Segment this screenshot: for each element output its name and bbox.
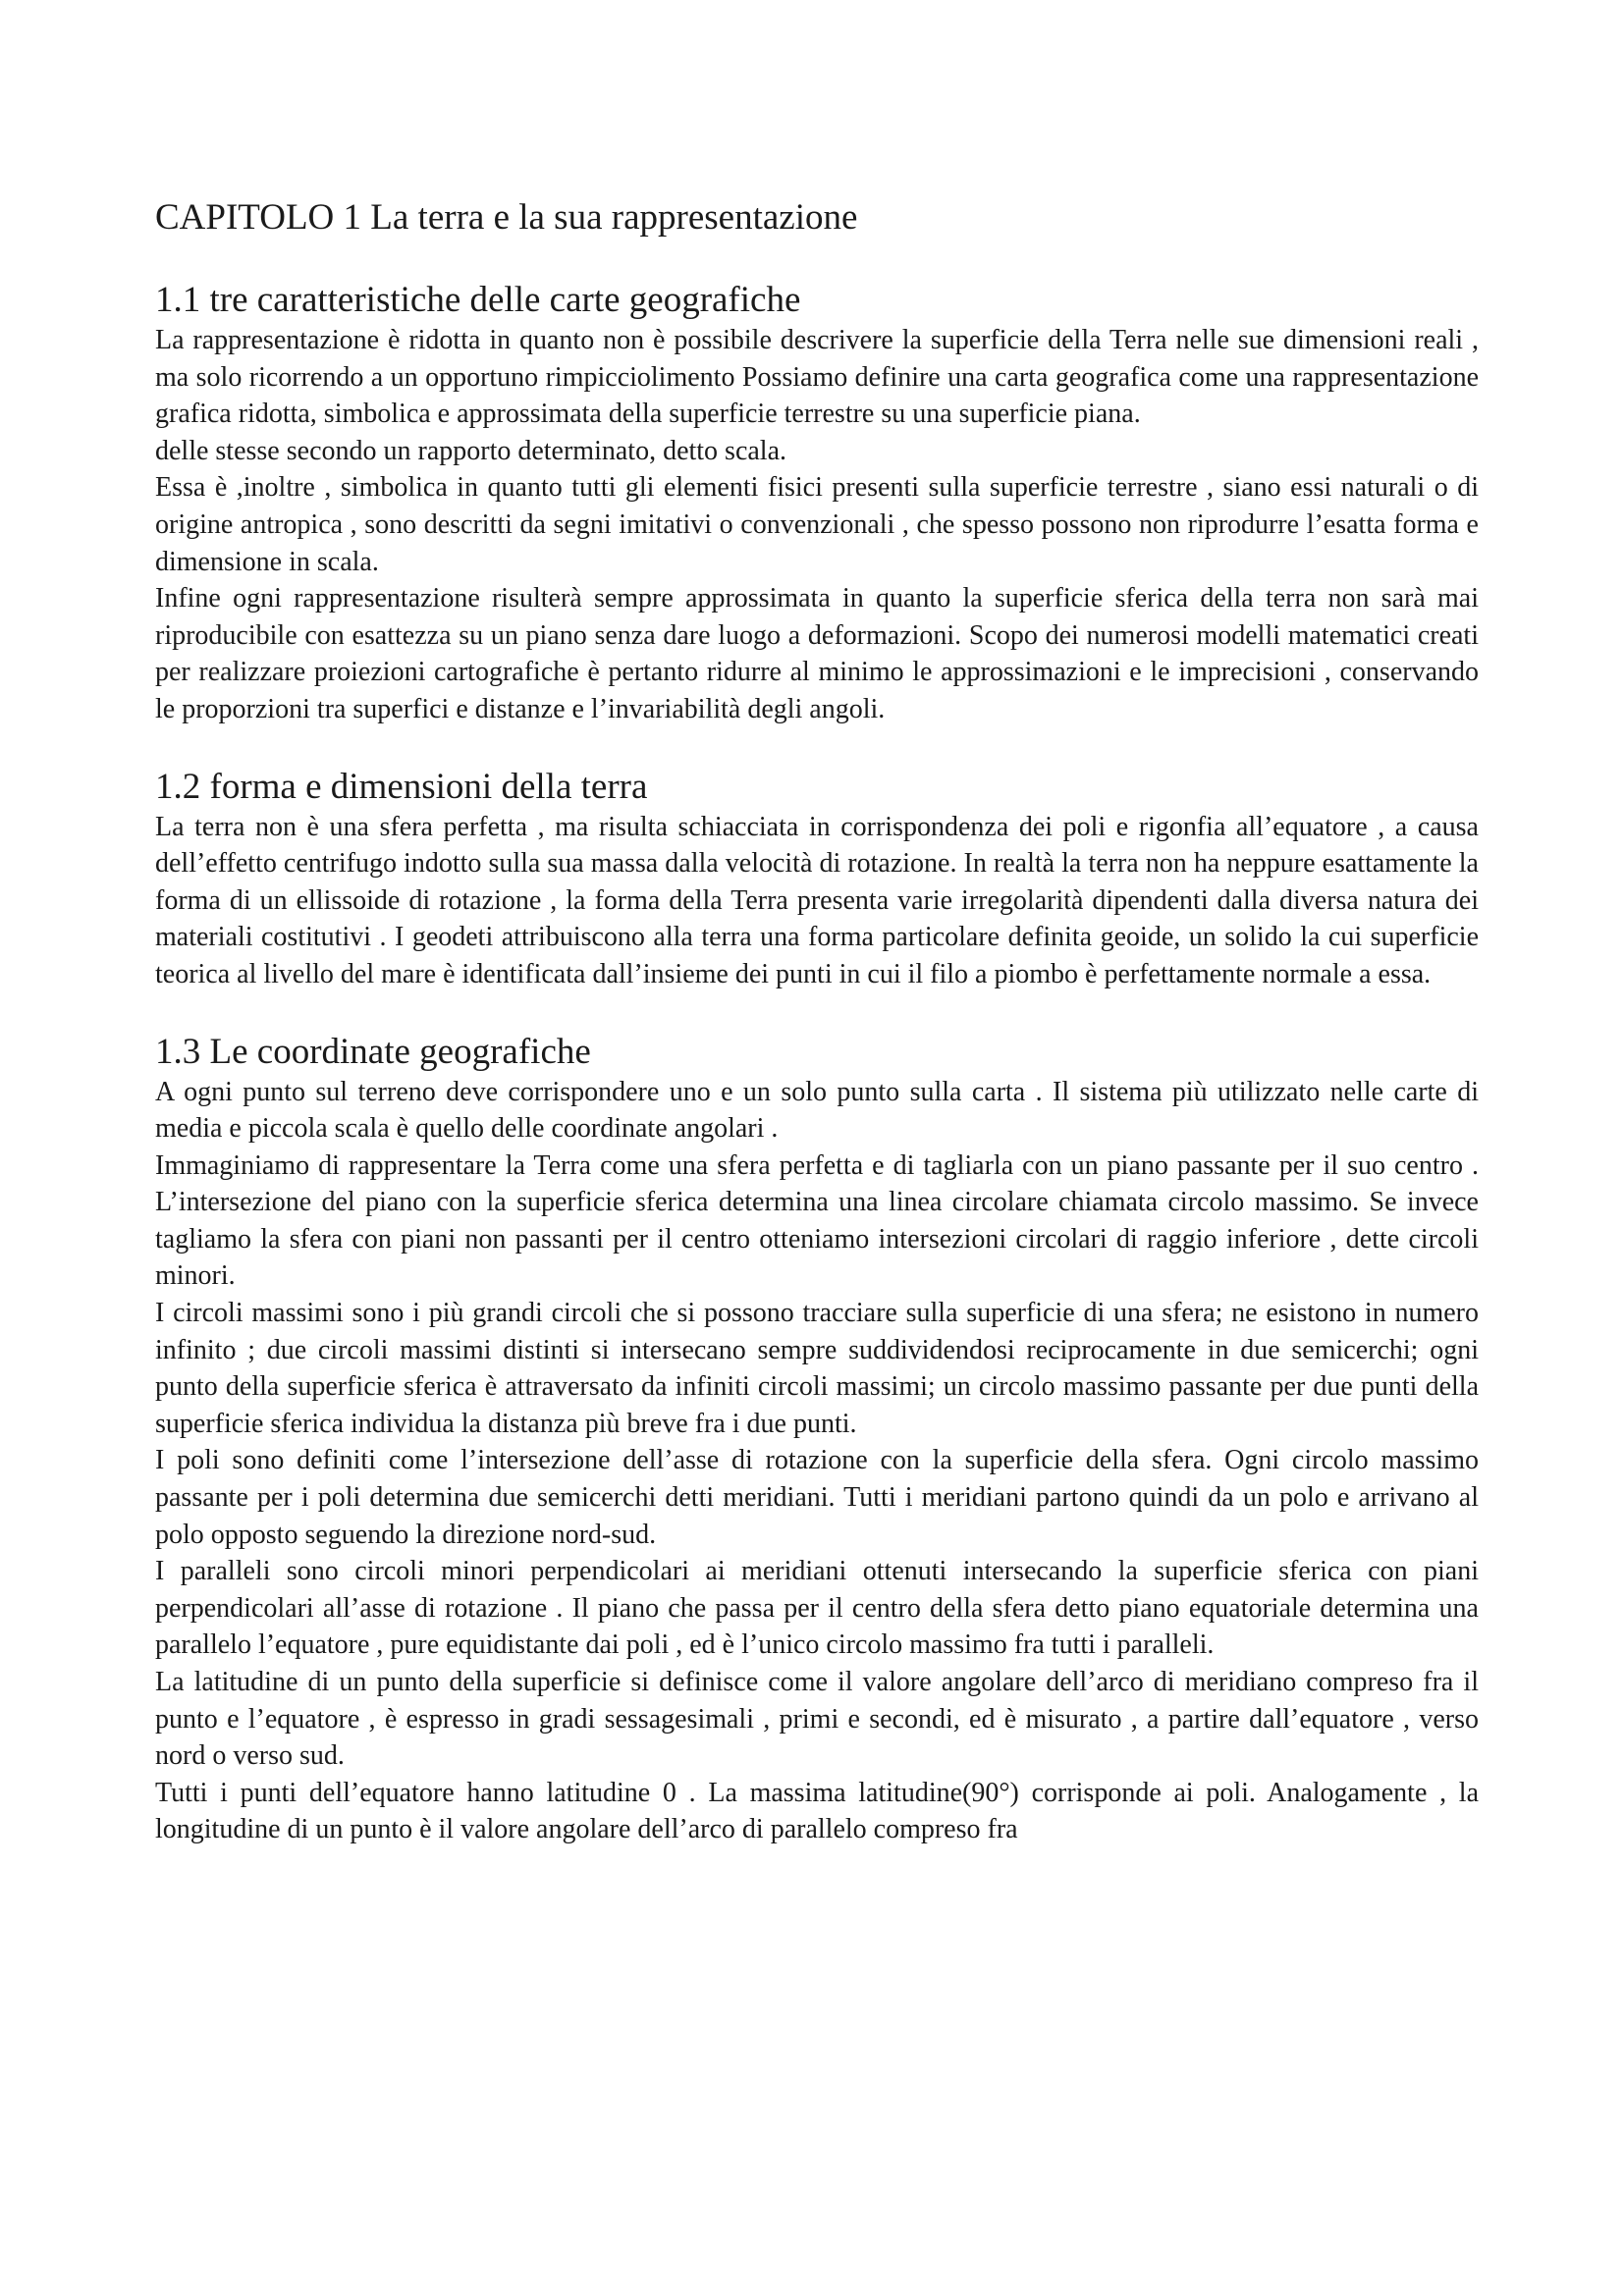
paragraph: Tutti i punti dell’equatore hanno latitudine 0 . La massima latitudine(90°) corrisponde ai poli. Analogamente , la longitudine di un punto è il valore angolare dell’arco di parallelo compreso fra (155, 1777, 1479, 1845)
section-1-2 (155, 766, 1479, 993)
paragraph: La rappresentazione è ridotta in quanto non è possibile descrivere la superficie della Terra nelle sue dimensioni reali , ma solo ricorrendo a un opportuno rimpicciolimento Possiamo definire una carta geografica come una rappresentazione grafica ridotta, simbolica e approssimata della superficie terrestre su una superficie piana. (155, 325, 1479, 430)
paragraph: Infine ogni rappresentazione risulterà sempre approssimata in quanto la superficie sferica della terra non sarà mai riproducibile con esattezza su un piano senza dare luogo a deformazioni. Scopo dei numerosi modelli matematici creati per realizzare proiezioni cartografiche è pertanto ridurre al minimo le approssimazioni e le imprecisioni , conservando le proporzioni tra superfici e distanze e l’invariabilità degli angoli. (155, 583, 1479, 724)
paragraph: La latitudine di un punto della superficie si definisce come il valore angolare dell’arco di meridiano compreso fra il punto e l’equatore , è espresso in gradi sessagesimali , primi e secondi, ed è misurato , a partire dall’equatore , verso nord o verso sud. (155, 1667, 1479, 1772)
section-1-1 (155, 279, 1479, 728)
paragraph: Essa è ,inoltre , simbolica in quanto tutti gli elementi fisici presenti sulla superficie terrestre , siano essi naturali o di origine antropica , sono descritti da segni imitativi o convenzionali , che spesso possono non riprodurre l’esatta forma e dimensione in scala. (155, 472, 1479, 577)
section-title: 1.1 tre caratteristiche delle carte geografiche (155, 280, 801, 320)
paragraph: delle stesse secondo un rapporto determinato, detto scala. (155, 435, 787, 466)
section-1-3 (155, 1031, 1479, 1848)
section-title: 1.3 Le coordinate geografiche (155, 1031, 591, 1072)
paragraph: La terra non è una sfera perfetta , ma risulta schiacciata in corrispondenza dei poli e rigonfia all’equatore , a causa dell’effetto centrifugo indotto sulla sua massa dalla velocità di rotazione. In realtà la terra non ha neppure esattamente la forma di un ellissoide di rotazione , la forma della Terra presenta varie irregolarità dipendenti dalla diversa natura dei materiali costitutivi . I geodeti attribuiscono alla terra una forma particolare definita geoide, un solido la cui superficie teorica al livello del mare è identificata dall’insieme dei punti in cui il filo a piombo è perfettamente normale a essa. (155, 811, 1479, 989)
paragraph: I paralleli sono circoli minori perpendicolari ai meridiani ottenuti intersecando la superficie sferica con piani perpendicolari all’asse di rotazione . Il piano che passa per il centro della sfera detto piano equatoriale determina una parallelo l’equatore , pure equidistante dai poli , ed è l’unico circolo massimo fra tutti i paralleli. (155, 1556, 1479, 1661)
document-body (155, 196, 1479, 1886)
paragraph: Immaginiamo di rappresentare la Terra come una sfera perfetta e di tagliarla con un piano passante per il suo centro . L’intersezione del piano con la superficie sferica determina una linea circolare chiamata circolo massimo. Se invece tagliamo la sfera con piani non passanti per il centro otteniamo intersezioni circolari di raggio inferiore , dette circoli minori. (155, 1149, 1479, 1292)
paragraph: I poli sono definiti come l’intersezione dell’asse di rotazione con la superficie della sfera. Ogni circolo massimo passante per i poli determina due semicerchi detti meridiani. Tutti i meridiani partono quindi da un polo e arrivano al polo opposto seguendo la direzione nord-sud. (155, 1445, 1479, 1550)
paragraph: A ogni punto sul terreno deve corrispondere uno e un solo punto sulla carta . Il sistema più utilizzato nelle carte di media e piccola scala è quello delle coordinate angolari . (155, 1076, 1479, 1145)
paragraph: I circoli massimi sono i più grandi circoli che si possono tracciare sulla superficie di una sfera; ne esistono in numero infinito ; due circoli massimi distinti si intersecano sempre suddividendosi reciprocamente in due semicerchi; ogni punto della superficie sferica è attraversato da infiniti circoli massimi; un circolo massimo passante per due punti della superficie sferica individua la distanza più breve fra i due punti. (155, 1298, 1479, 1439)
chapter-title: CAPITOLO 1 La terra e la sua rappresentazione (155, 197, 858, 238)
section-title: 1.2 forma e dimensioni della terra (155, 766, 648, 807)
